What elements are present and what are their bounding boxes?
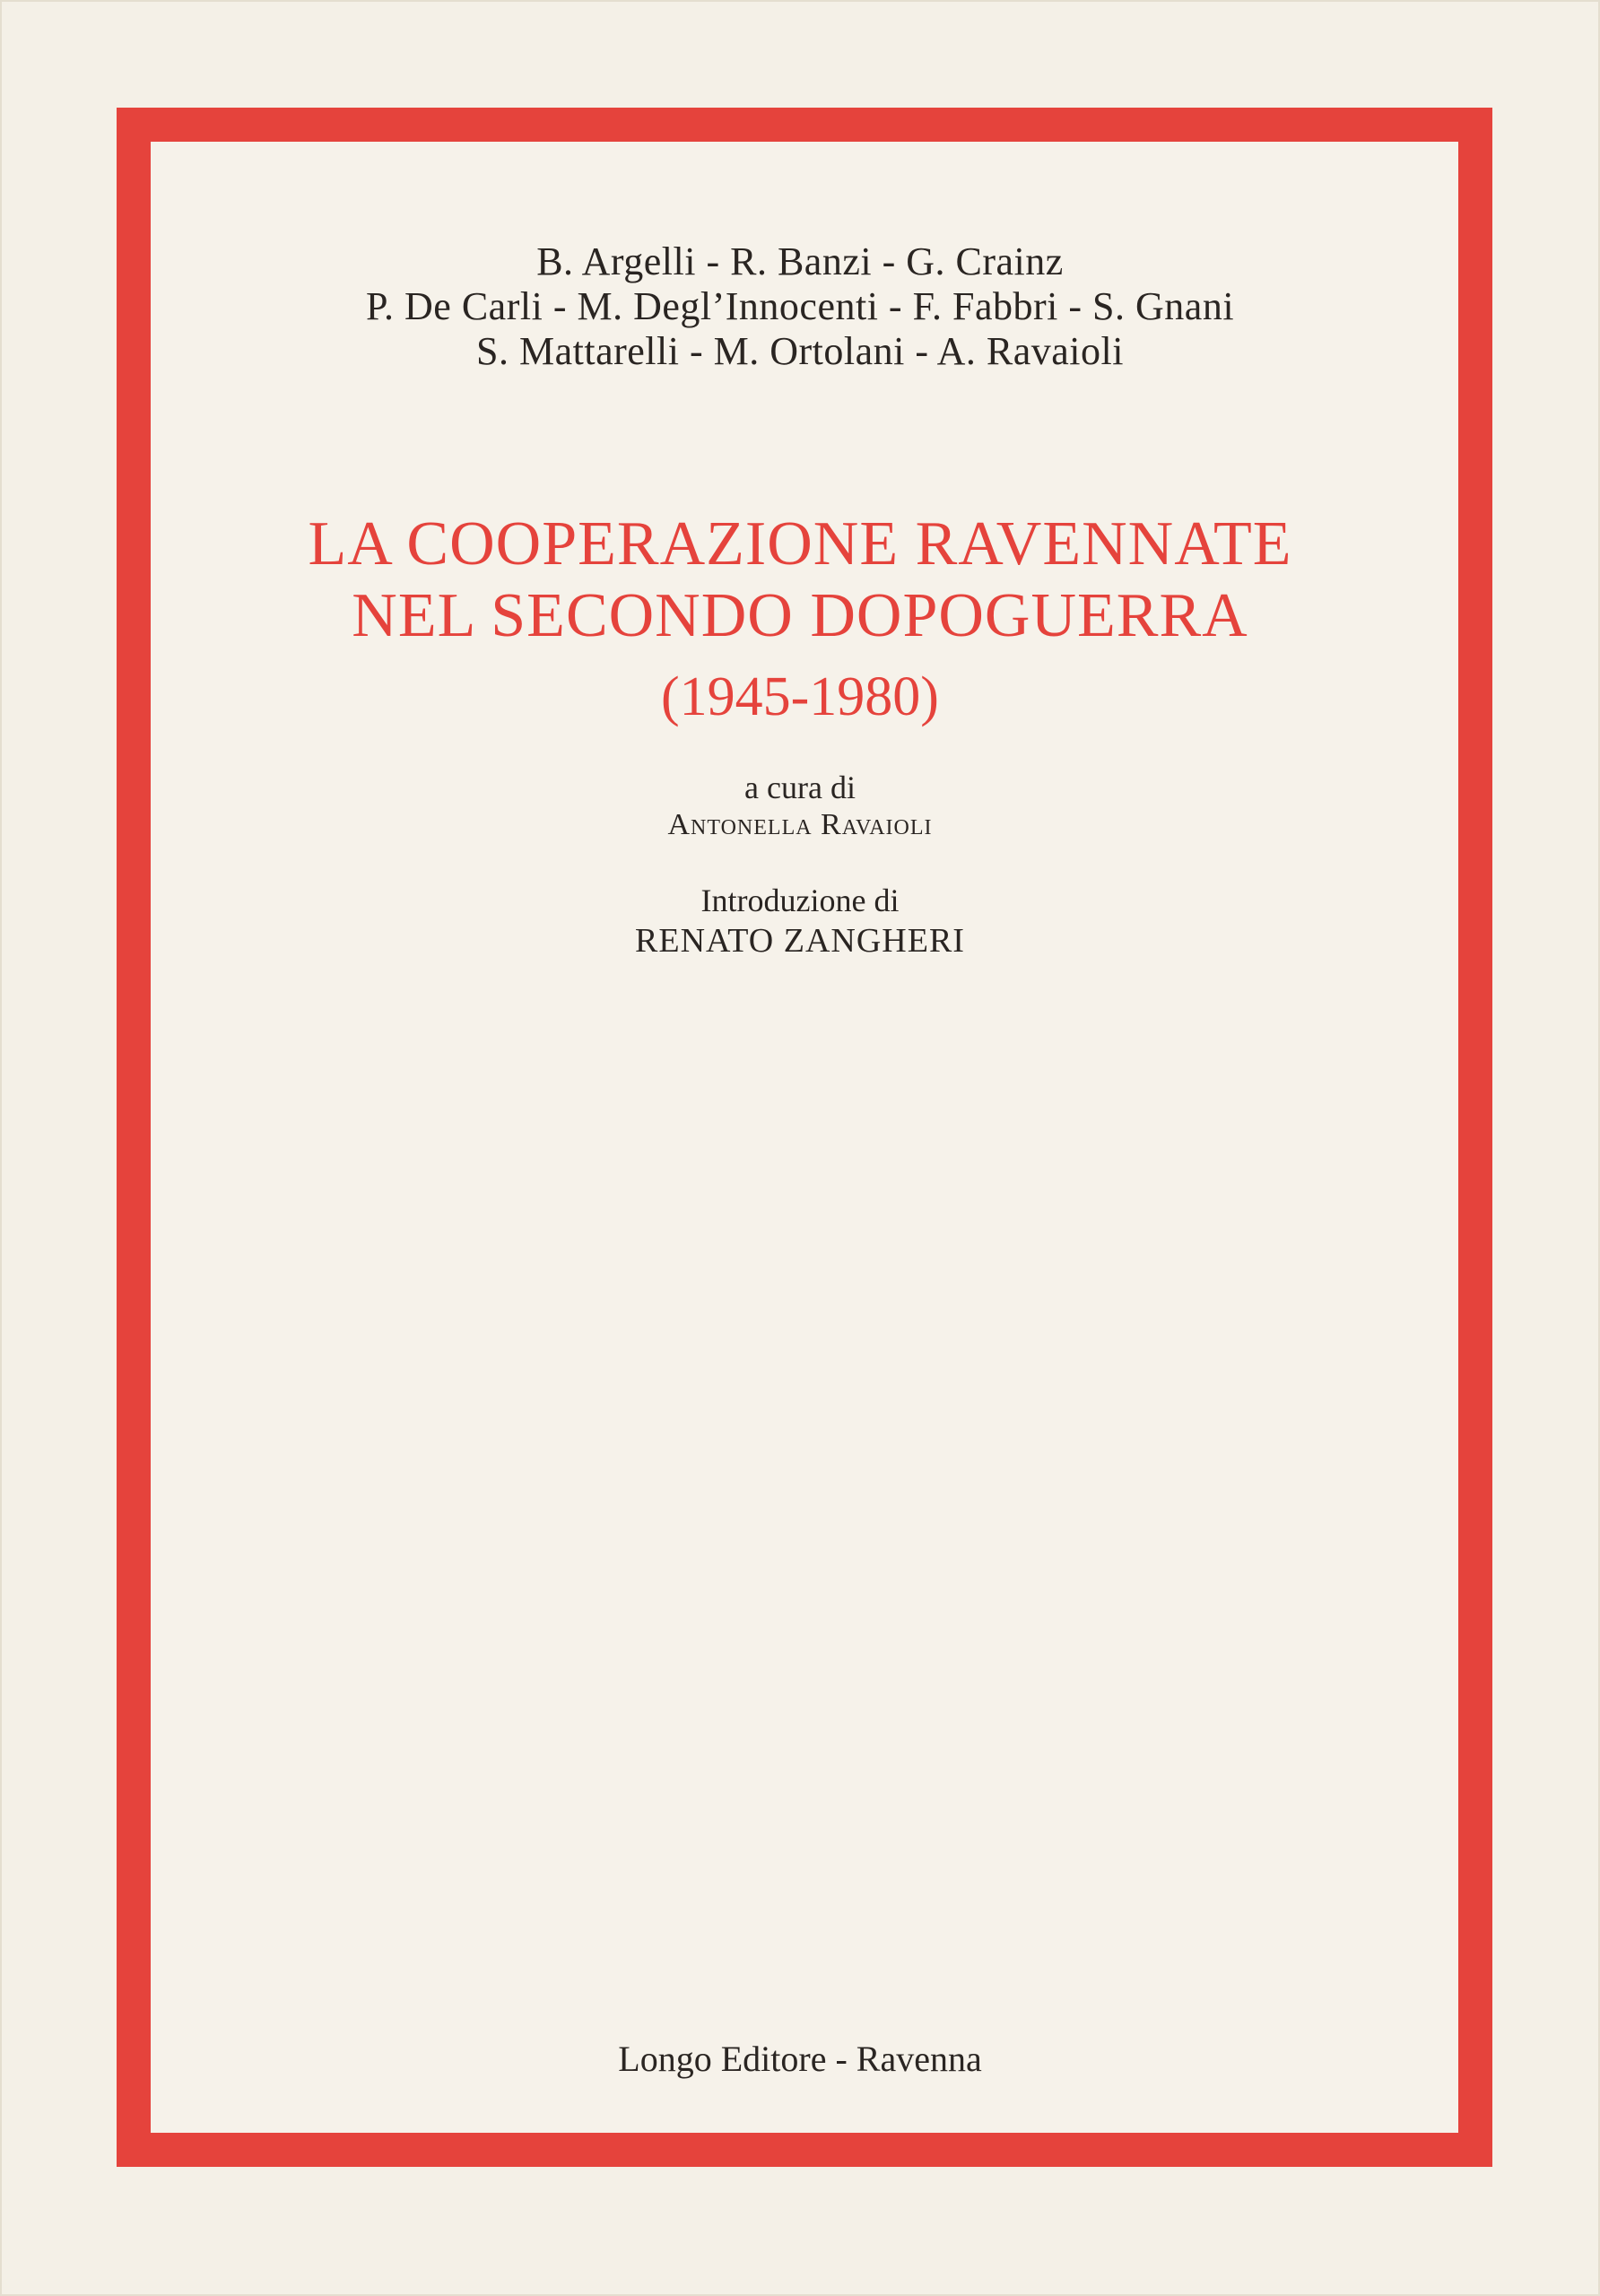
authors-line: S. Mattarelli - M. Ortolani - A. Ravaioli xyxy=(476,329,1124,373)
intro-label: Introduzione di xyxy=(700,883,900,918)
editor-label: a cura di xyxy=(744,770,856,805)
title-line: NEL SECONDO DOPOGUERRA xyxy=(352,581,1248,650)
authors-line: B. Argelli - R. Banzi - G. Crainz xyxy=(536,239,1064,283)
authors-line: P. De Carli - M. Degl’Innocenti - F. Fabbri - S. Gnani xyxy=(365,284,1235,328)
book-title xyxy=(2,509,1598,652)
title-years: (1945-1980) xyxy=(661,666,939,727)
title-line: LA COOPERAZIONE RAVENNATE xyxy=(308,509,1292,578)
publisher-imprint: Longo Editore - Ravenna xyxy=(618,2039,982,2079)
editor-block xyxy=(2,769,1598,844)
intro-name: RENATO ZANGHERI xyxy=(635,922,965,960)
red-frame xyxy=(117,108,1492,2167)
introduction-block xyxy=(2,881,1598,961)
editor-name: Antonella Ravaioli xyxy=(667,808,933,841)
authors-list xyxy=(2,239,1598,374)
